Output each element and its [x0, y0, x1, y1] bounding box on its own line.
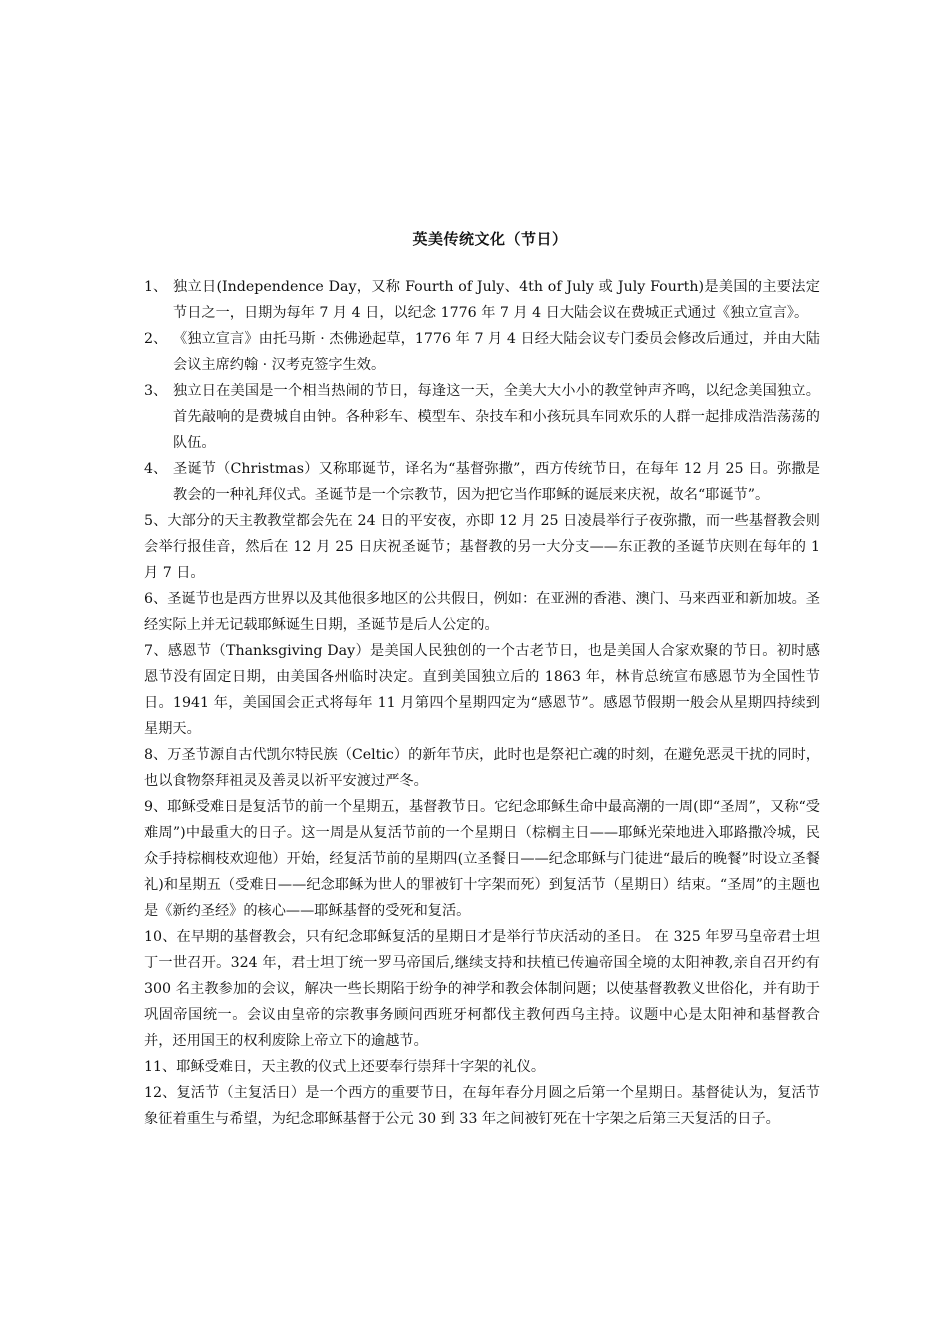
item-number: 3、: [144, 383, 168, 399]
item-number: 4、: [144, 461, 168, 477]
item-text: 《独立宣言》由托马斯 · 杰佛逊起草，1776 年 7 月 4 日经大陆会议专门委员会修改后通过，并由大陆会议主席约翰 · 汉考克签字生效。: [173, 331, 820, 373]
item-text: 独立日(Independence Day，又称 Fourth of July、4th of July 或 July Fourth)是美国的主要法定节日之一，日期为每年 7 月 4 日，以纪念 1776 年 7 月 4 日大陆会议在费城正式通过《独立宣言》。: [173, 279, 820, 321]
paragraph-7: 7、感恩节（Thanksgiving Day）是美国人民独创的一个古老节日，也是美国人合家欢聚的节日。初时感恩节没有固定日期，由美国各州临时决定。直到美国独立后的 1863 年，林肯总统宣布感恩节为全国性节日。1941 年，美国国会正式将每年 11 月第四个星期四定为“感恩节”。感恩节假期一般会从星期四持续到星期天。: [144, 643, 820, 737]
paragraph-6: 6、圣诞节也是西方世界以及其他很多地区的公共假日，例如：在亚洲的香港、澳门、马来西亚和新加坡。圣经实际上并无记载耶稣诞生日期，圣诞节是后人公定的。: [144, 591, 820, 633]
item-text: 圣诞节（Christmas）又称耶诞节，译名为“基督弥撒”，西方传统节日，在每年 12 月 25 日。弥撒是教会的一种礼拜仪式。圣诞节是一个宗教节，因为把它当作耶稣的诞辰来庆祝，故名“耶诞节”。: [173, 461, 820, 503]
paragraph-12: 12、复活节（主复活日）是一个西方的重要节日，在每年春分月圆之后第一个星期日。基督徒认为，复活节象征着重生与希望，为纪念耶稣基督于公元 30 到 33 年之间被钉死在十字架之后第三天复活的日子。: [144, 1085, 820, 1127]
list-item-1: [144, 274, 820, 326]
item-text: 独立日在美国是一个相当热闹的节日，每逢这一天，全美大大小小的教堂钟声齐鸣，以纪念美国独立。首先敲响的是费城自由钟。各种彩车、模型车、杂技车和小孩玩具车同欢乐的人群一起排成浩浩荡荡的队伍。: [173, 383, 820, 451]
item-number: 2、: [144, 331, 168, 347]
paragraph-11: 11、耶稣受难日，天主教的仪式上还要奉行崇拜十字架的礼仪。: [144, 1059, 546, 1075]
paragraph-9: 9、耶稣受难日是复活节的前一个星期五，基督教节日。它纪念耶稣生命中最高潮的一周(即“圣周”，又称“受难周”)中最重大的日子。这一周是从复活节前的一个星期日（棕榈主日——耶稣光荣地进入耶路撒冷城，民众手持棕榈枝欢迎他）开始，经复活节前的星期四(立圣餐日——纪念耶稣与门徒进“最后的晚餐”时设立圣餐礼)和星期五（受难日——纪念耶稣为世人的罪被钉十字架而死）到复活节（星期日）结束。“圣周”的主题也是《新约圣经》的核心——耶稣基督的受死和复活。: [144, 799, 820, 919]
paragraph-10: 10、在早期的基督教会，只有纪念耶稣复活的星期日才是举行节庆活动的圣日。 在 325 年罗马皇帝君士坦丁一世召开。324 年，君士坦丁统一罗马帝国后,继续支持和扶植已传遍帝国全境的太阳神教,亲自召开约有 300 名主教参加的会议，解决一些长期陷于纷争的神学和教会体制问题；以使基督教教义世俗化，并有助于巩固帝国统一。会议由皇帝的宗教事务顾问西班牙柯都伐主教何西乌主持。议题中心是太阳神和基督教合并，还用国王的权利废除上帝立下的逾越节。: [144, 929, 820, 1049]
list-item-2: [144, 326, 820, 378]
document-body: [144, 274, 820, 1132]
paragraph-8: 8、万圣节源自古代凯尔特民族（Celtic）的新年节庆，此时也是祭祀亡魂的时刻，在避免恶灵干扰的同时，也以食物祭拜祖灵及善灵以祈平安渡过严冬。: [144, 747, 820, 789]
item-number: 1、: [144, 279, 168, 295]
list-item-3: [144, 378, 820, 456]
list-item-4: [144, 456, 820, 508]
document-title: 英美传统文化（节日）: [412, 230, 568, 248]
paragraph-5: 5、大部分的天主教教堂都会先在 24 日的平安夜，亦即 12 月 25 日凌晨举行子夜弥撒，而一些基督教会则会举行报佳音，然后在 12 月 25 日庆祝圣诞节；基督教的另一大分支——东正教的圣诞节庆则在每年的 1 月 7 日。: [144, 513, 820, 581]
